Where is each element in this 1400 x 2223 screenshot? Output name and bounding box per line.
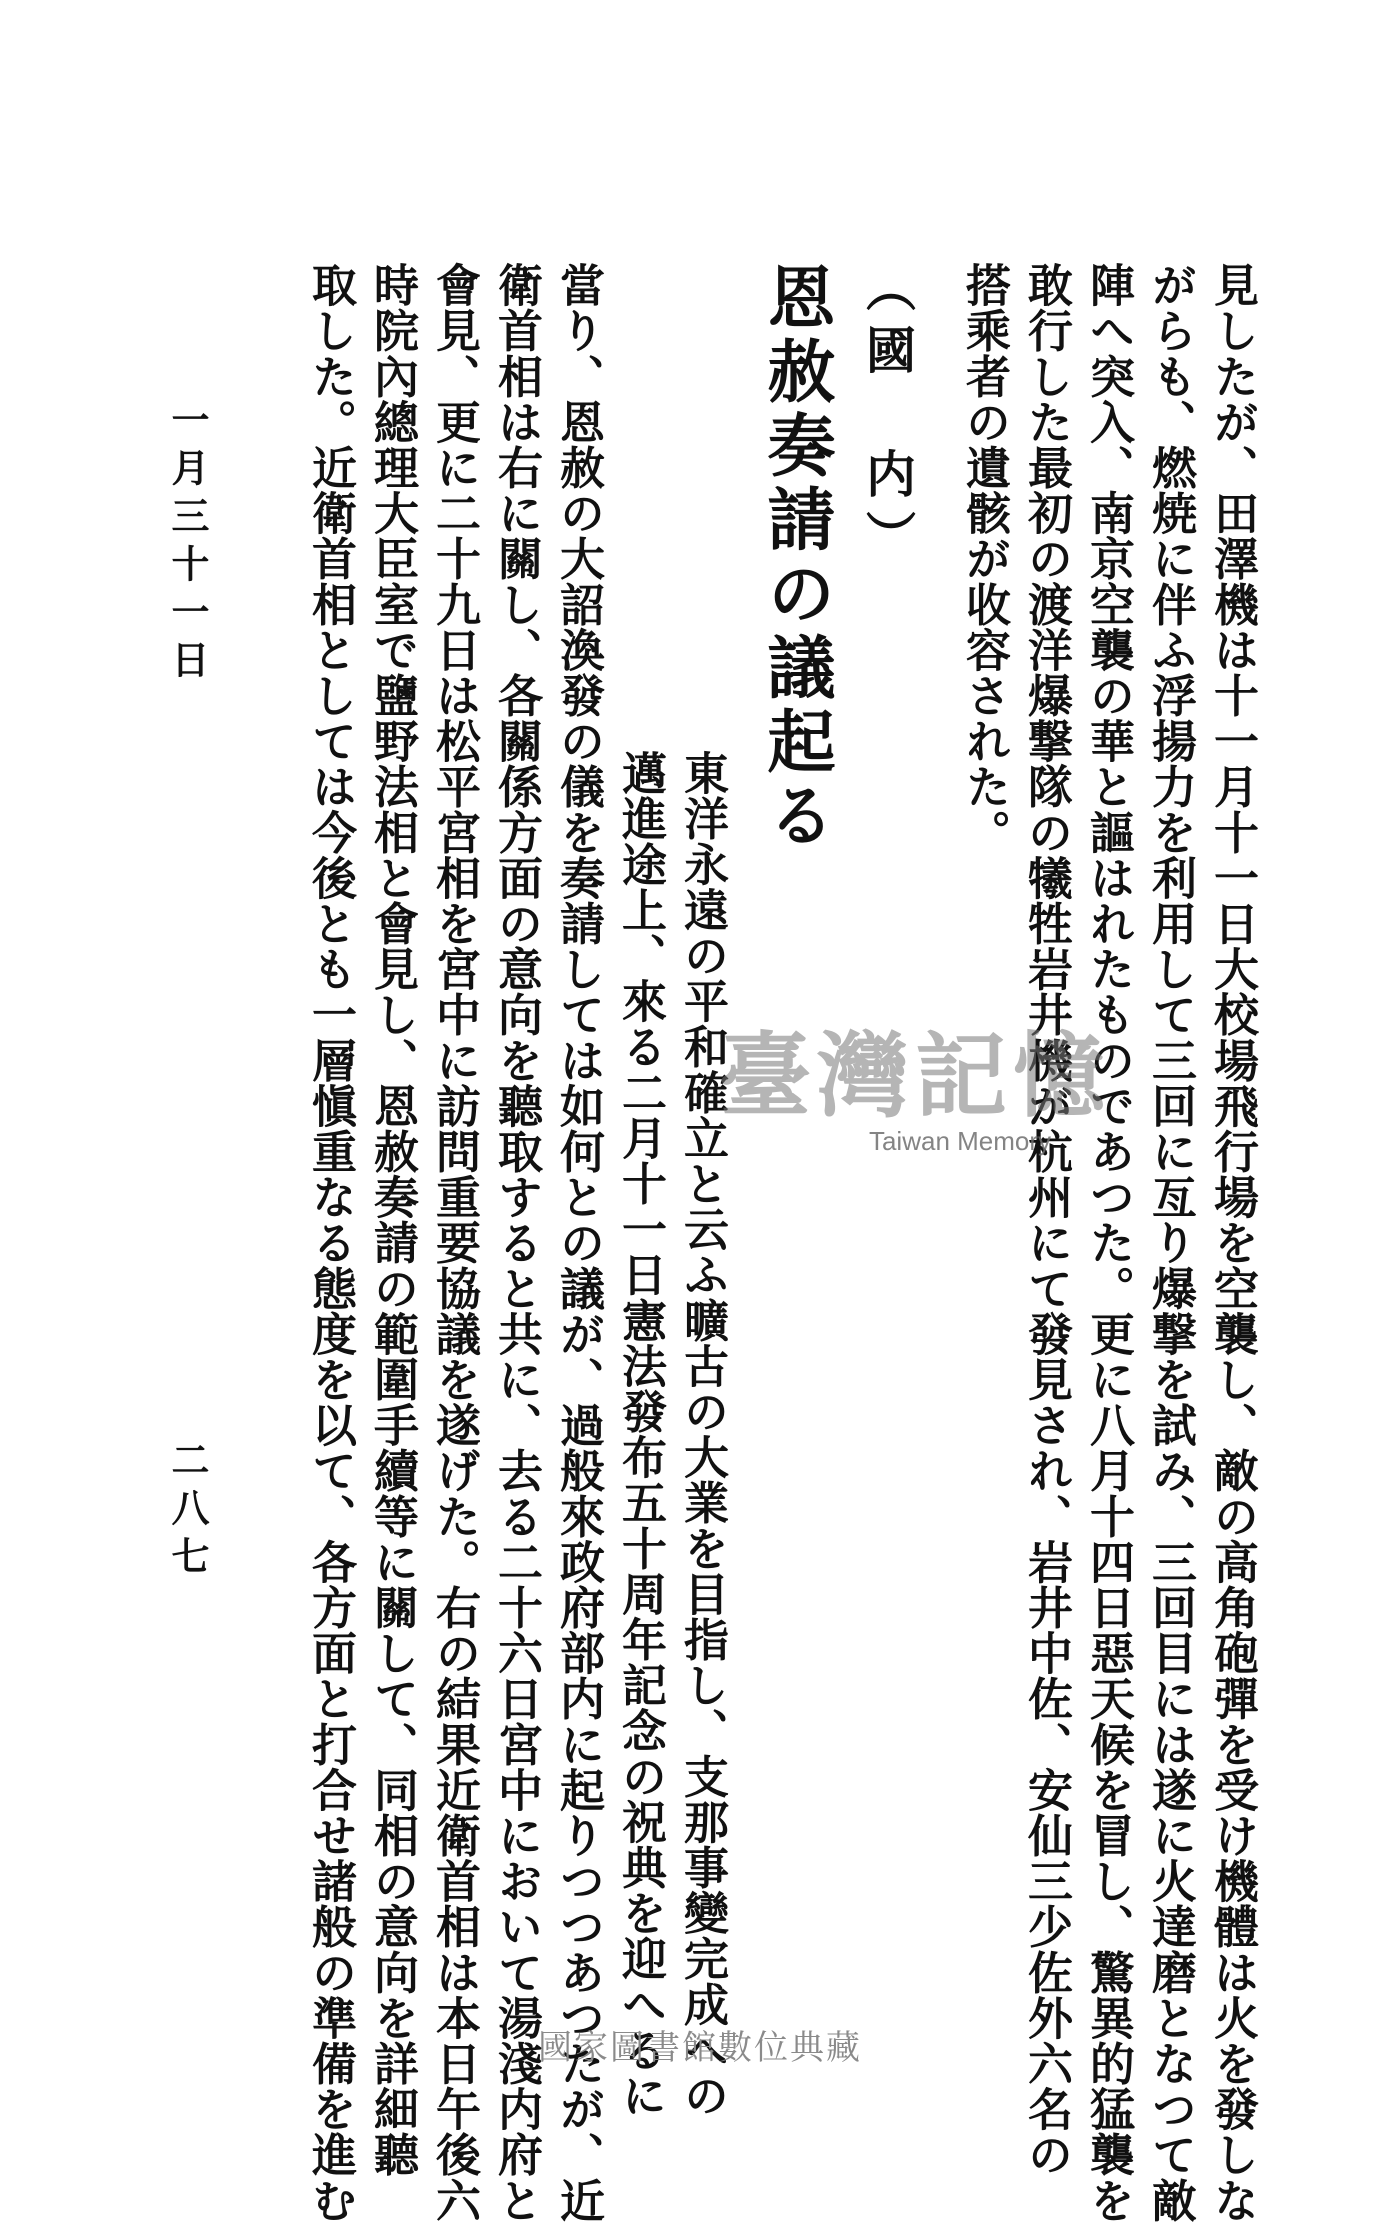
article-heading: 恩赦奏請の議起る <box>756 262 836 854</box>
text-column-4: 敢行した最初の渡洋爆撃隊の犧牲岩井機が杭州にて發見され、岩井中佐、安仙三少佐外六名の <box>1020 262 1073 2178</box>
text-column-9: 衛首相は右に關し、各關係方面の意向を聽取すると共に、去る二十六日宮中において湯淺内府と <box>490 262 543 2223</box>
watermark-main-text: 臺灣記憶 <box>718 1022 1111 1130</box>
text-column-1: 見したが、田澤機は十一月十一日大校場飛行場を空襲し、敵の高角砲彈を受け機體は火を發しな <box>1206 262 1259 2223</box>
footer-archive-credit: 國家圖書館數位典藏 <box>538 2028 862 2068</box>
section-label: （國 内） <box>858 262 917 572</box>
text-column-3: 陣へ突入、南京空襲の華と謳はれたものであつた。更に八月十四日惡天候を冒し、驚異的猛襲を <box>1082 262 1135 2223</box>
date-folio: 一月三十一日 <box>165 400 210 688</box>
page-number: 二八七 <box>165 1440 210 1584</box>
text-column-12: 取した。近衛首相としては今後とも一層愼重なる態度を以て、各方面と打合せ諸般の準備を進む <box>304 262 357 2223</box>
watermark-sub-text: Taiwan Memory <box>868 1126 1052 1156</box>
text-column-11: 時院內總理大臣室で鹽野法相と會見し、恩赦奏請の範圍手續等に關して、同相の意向を詳細聽 <box>366 262 419 2178</box>
text-column-7: 邁進途上、來る二月十一日憲法發布五十周年記念の祝典を迎へるに <box>614 750 667 2118</box>
text-column-10: 會見、更に二十九日は松平宮相を宮中に訪問重要協議を遂げた。右の結果近衛首相は本日午後六 <box>428 262 481 2223</box>
text-column-8: 當り、恩赦の大詔渙發の儀を奏請しては如何との議が、過般來政府部内に起りつつあつたが、近 <box>552 262 605 2223</box>
text-column-5: 搭乘者の遺骸が收容された。 <box>958 262 1011 855</box>
text-column-6: 東洋永遠の平和確立と云ふ曠古の大業を目指し、支那事變完成への <box>676 750 729 2118</box>
text-column-2: がらも、燃焼に伴ふ浮揚力を利用して三回に亙り爆撃を試み、三回目には遂に火達磨となつて敵 <box>1144 262 1197 2223</box>
